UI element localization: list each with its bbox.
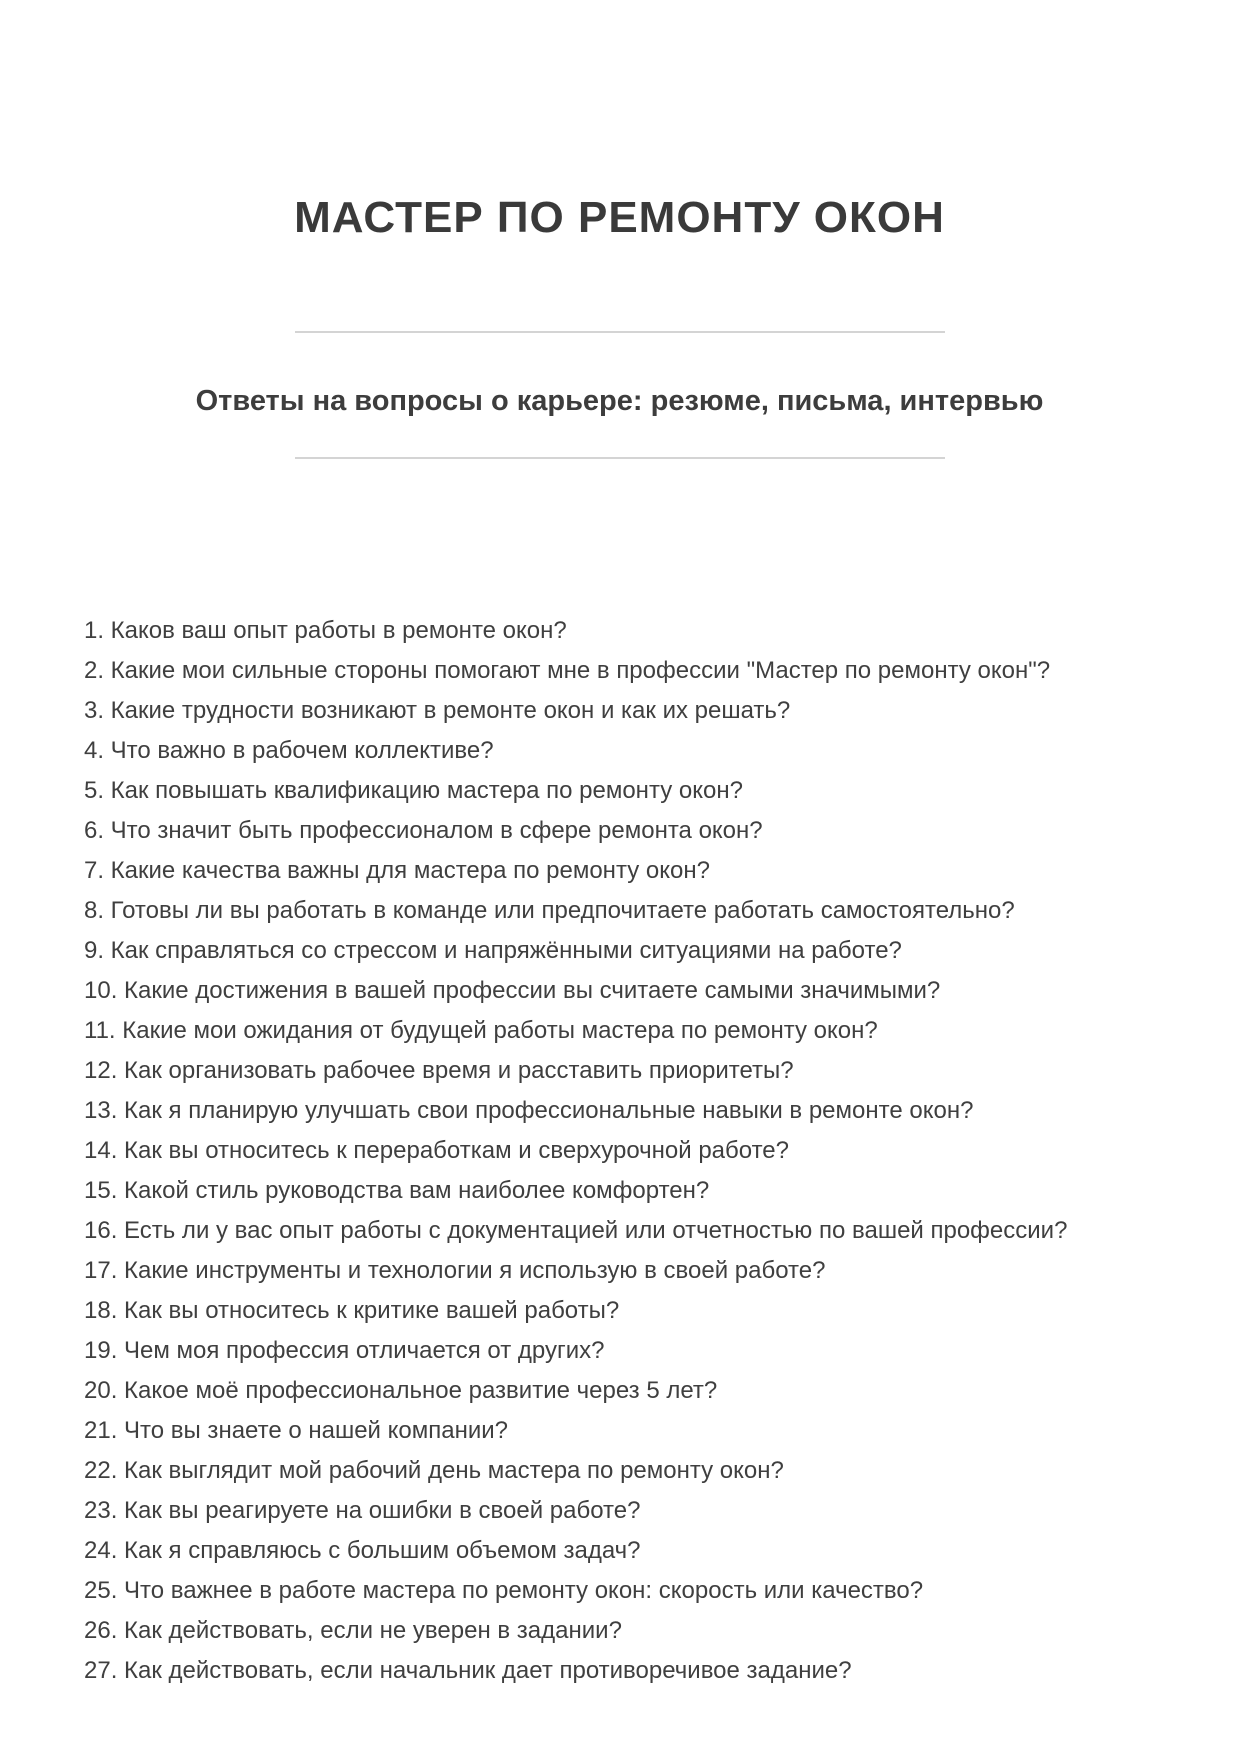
question-list	[0, 611, 1239, 1691]
question-item: 5. Как повышать квалификацию мастера по ремонту окон?	[84, 777, 743, 805]
question-item: 6. Что значит быть профессионалом в сфере ремонта окон?	[84, 817, 763, 845]
question-item: 3. Какие трудности возникают в ремонте окон и как их решать?	[84, 697, 791, 725]
question-item: 19. Чем моя профессия отличается от других?	[84, 1337, 605, 1365]
question-item: 27. Как действовать, если начальник дает противоречивое задание?	[84, 1657, 852, 1685]
question-item: 12. Как организовать рабочее время и расставить приоритеты?	[84, 1057, 794, 1085]
question-item: 7. Какие качества важны для мастера по ремонту окон?	[84, 857, 710, 885]
question-item: 23. Как вы реагируете на ошибки в своей работе?	[84, 1497, 641, 1525]
question-item: 18. Как вы относитесь к критике вашей работы?	[84, 1297, 620, 1325]
question-item: 10. Какие достижения в вашей профессии вы считаете самыми значимыми?	[84, 977, 941, 1005]
question-item: 14. Как вы относитесь к переработкам и сверхурочной работе?	[84, 1137, 789, 1165]
question-item: 1. Каков ваш опыт работы в ремонте окон?	[84, 617, 567, 645]
question-item: 20. Какое моё профессиональное развитие через 5 лет?	[84, 1377, 718, 1405]
page-subtitle: Ответы на вопросы о карьере: резюме, письма, интервью	[195, 384, 1044, 417]
question-item: 25. Что важнее в работе мастера по ремонту окон: скорость или качество?	[84, 1577, 924, 1605]
question-item: 9. Как справляться со стрессом и напряжёнными ситуациями на работе?	[84, 937, 902, 965]
question-item: 21. Что вы знаете о нашей компании?	[84, 1417, 508, 1445]
question-item: 24. Как я справляюсь с большим объемом задач?	[84, 1537, 641, 1565]
question-item: 16. Есть ли у вас опыт работы с документацией или отчетностью по вашей профессии?	[84, 1217, 1068, 1245]
question-item: 8. Готовы ли вы работать в команде или предпочитаете работать самостоятельно?	[84, 897, 1015, 925]
page-title: МАСТЕР ПО РЕМОНТУ ОКОН	[294, 193, 945, 242]
question-item: 2. Какие мои сильные стороны помогают мне в профессии "Мастер по ремонту окон"?	[84, 657, 1051, 685]
question-item: 22. Как выглядит мой рабочий день мастера по ремонту окон?	[84, 1457, 784, 1485]
question-item: 26. Как действовать, если не уверен в задании?	[84, 1617, 622, 1645]
question-item: 13. Как я планирую улучшать свои профессиональные навыки в ремонте окон?	[84, 1097, 974, 1125]
question-item: 4. Что важно в рабочем коллективе?	[84, 737, 494, 765]
question-item: 17. Какие инструменты и технологии я использую в своей работе?	[84, 1257, 826, 1285]
question-item: 15. Какой стиль руководства вам наиболее комфортен?	[84, 1177, 710, 1205]
divider-bottom	[295, 457, 945, 459]
question-item: 11. Какие мои ожидания от будущей работы мастера по ремонту окон?	[84, 1017, 878, 1045]
divider-top	[295, 331, 945, 333]
